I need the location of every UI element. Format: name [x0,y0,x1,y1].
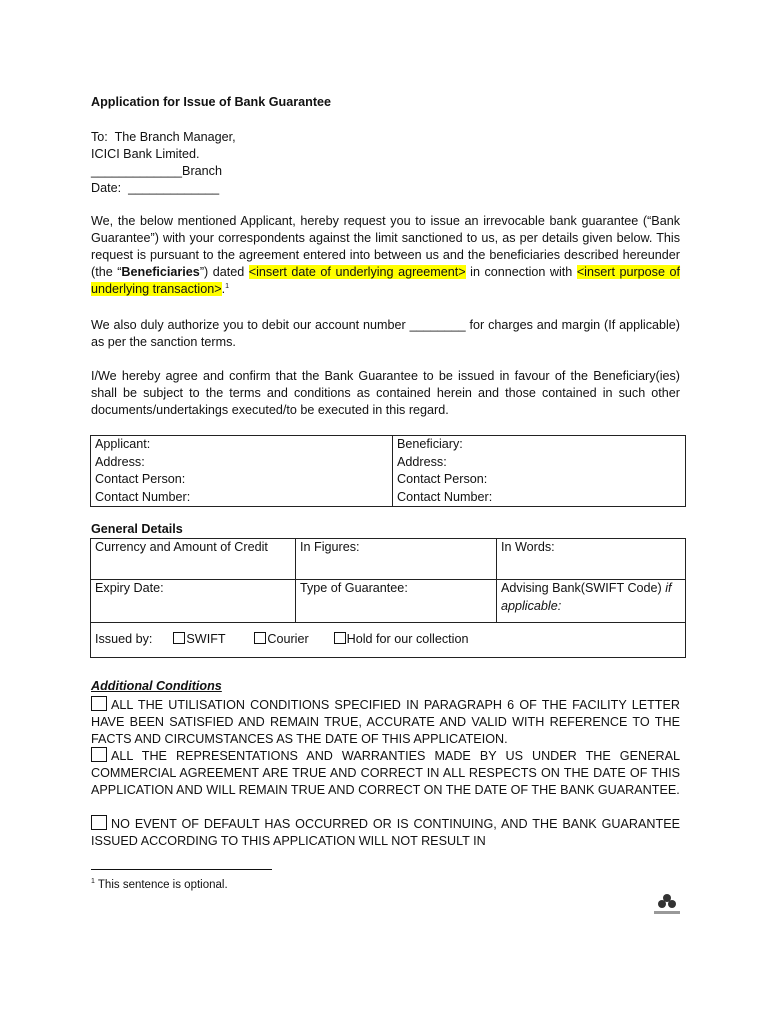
beneficiary-contact-number-label: Contact Number: [397,489,493,504]
beneficiary-cell [393,436,686,507]
applicant-contact-person-label: Contact Person: [95,472,186,486]
address-block [91,129,680,197]
currency-amount-cell: Currency and Amount of Credit [91,539,296,580]
advising-bank-cell [497,580,686,623]
parties-table [90,435,686,507]
beneficiaries-term: Beneficiaries [121,265,200,279]
document-title: Application for Issue of Bank Guarantee [91,95,332,109]
courier-option-label: Courier [267,632,309,647]
expiry-date-cell: Expiry Date: [91,580,296,623]
type-of-guarantee-cell: Type of Guarantee: [296,580,497,623]
condition-2-text: ALL THE REPRESENTATIONS AND WARRANTIES MADE BY US UNDER THE GENERAL COMMERCIAL AGREEMENT ARE TRUE AND CORRECT IN ALL RESPECTS ON THE DATE OF THIS APPLICATION AND WILL REMAIN TRUE AND CORRECT ON THE DATE OF THE BANK GUARANTEE. [91,749,680,797]
applicant-address-label: Address: [95,454,145,469]
condition-1-text: ALL THE UTILISATION CONDITIONS SPECIFIED IN PARAGRAPH 6 OF THE FACILITY LETTER HAVE BEEN SATISFIED AND REMAIN TRUE, ACCURATE AND VALID WITH REFERENCE TO THE FACTS AND CIRCUMSTANCES AS THE DATE OF THIS APPLICATEION. [91,698,680,746]
purpose-placeholder-highlight: <insert purpose of underlying transaction> [91,265,680,296]
hold-checkbox[interactable] [334,632,346,644]
debit-authorization-paragraph: We also duly authorize you to debit our account number ________ for charges and margin (If applicable) as per the sanction terms. [91,318,680,349]
request-paragraph [91,213,680,298]
swift-option-label: SWIFT [186,632,226,647]
footnote-separator [91,869,272,870]
applicant-label: Applicant: [95,437,151,451]
condition-3-checkbox[interactable] [91,815,107,830]
issued-by-label: Issued by: [95,632,153,647]
hold-option-label: Hold for our collection [346,632,469,647]
issued-by-cell [91,623,686,658]
beneficiary-contact-person-label: Contact Person: [397,472,488,486]
bank-name-line: ICICI Bank Limited. [91,147,200,161]
bank-logo-icon [651,891,683,917]
advising-bank-label: Advising Bank(SWIFT Code) [501,581,666,595]
condition-item [91,747,680,799]
footnote-text: This sentence is optional. [94,879,228,891]
request-text-c: in connection with [465,265,577,279]
beneficiary-label: Beneficiary: [397,437,463,451]
branch-line: _____________Branch [91,164,222,178]
footnote [91,879,228,891]
request-text-b: ”) dated [199,265,249,279]
condition-3-text: NO EVENT OF DEFAULT HAS OCCURRED OR IS CONTINUING, AND THE BANK GUARANTEE ISSUED ACCORDING TO THIS APPLICATION WILL NOT RESULT IN [91,817,680,848]
in-words-cell: In Words: [497,539,686,580]
agreement-paragraph: I/We hereby agree and confirm that the Bank Guarantee to be issued in favour of the Beneficiary(ies) shall be subject to the terms and conditions as contained herein and those contained in such other documents/undertakings executed/to be executed in this regard. [91,369,680,417]
beneficiary-address-label: Address: [397,454,447,469]
additional-conditions-heading: Additional Conditions [91,679,222,693]
general-details-table [90,538,686,658]
condition-item [91,696,680,748]
general-details-heading: General Details [91,522,183,536]
applicant-cell [91,436,393,507]
request-text-d: . [221,282,226,296]
advising-if-label: if [665,581,672,595]
addressee-line: To: The Branch Manager, [91,130,236,144]
request-text-a: We, the below mentioned Applicant, hereby request you to issue an irrevocable bank guarantee (“Bank Guarantee”) with your correspondents against the limit sanctioned to us, as per details given below. This request is pursuant to the agreement entered into between us and the beneficiaries described hereunder (the “ [91,214,680,279]
in-figures-cell: In Figures: [296,539,497,580]
applicant-contact-number-label: Contact Number: [95,489,191,504]
date-placeholder-highlight: <insert date of underlying agreement> [248,265,466,279]
condition-item [91,815,680,850]
footnote-reference: 1 [225,282,229,290]
footnote-number: 1 [91,878,95,886]
condition-1-checkbox[interactable] [91,696,107,711]
courier-checkbox[interactable] [254,632,266,644]
date-line: Date: _____________ [91,181,220,195]
advising-applicable-label: applicable: [501,598,562,613]
swift-checkbox[interactable] [173,632,185,644]
condition-2-checkbox[interactable] [91,747,107,762]
